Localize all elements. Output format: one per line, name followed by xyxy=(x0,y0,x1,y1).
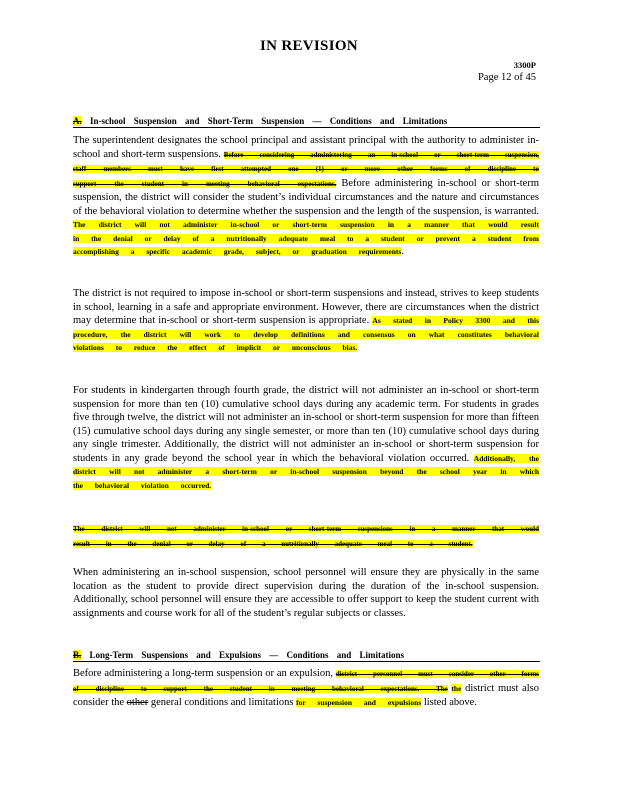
section-a-title: In-school Suspension and Short-Term Suspension — Conditions and Limitations xyxy=(90,116,448,126)
p1-inserted-end: . xyxy=(401,246,404,257)
p6-text-4: listed above. xyxy=(423,697,477,708)
paragraph-not-required xyxy=(73,287,539,355)
p6-deleted-text-2: other xyxy=(126,697,149,708)
policy-number: 3300P xyxy=(513,60,536,70)
p1-inserted-text: The district will not administer in-school or short-term suspension in a manner that would result in the denial or delay of a nutritionally adequate meal to a student or prevent a student from accomplishing a specific academic grade, subject, or graduation requirements xyxy=(73,220,539,256)
p4-deleted-text: The district will not administer in-school or short-term suspensions in a manner that would result in the denial or delay of a nutritionally adequate meal to a student. xyxy=(73,525,539,548)
p6-deleted-text-1: district personnel must consider other forms of discipline to support the student in meeting behavioral expectations. The xyxy=(73,670,540,693)
section-a-prefix: A. xyxy=(73,116,82,126)
page-number: Page 12 of 45 xyxy=(477,72,536,83)
p2-inserted-text: As stated in Policy 3300 and this procedure, the district will work to develop definitions and consensus on what constitutes behavioral violations to reduce the effect of implicit or unconscious bias. xyxy=(73,316,540,352)
p6-inserted-text-1: the xyxy=(451,683,462,693)
p1-text-1: The superintendent designates the school principal and assistant principal with the authority to administer in-school and short-term suspensions. xyxy=(73,135,539,160)
p3-text-1: For students in kindergarten through fourth grade, the district will not administer an in-school or short-term suspension for more than ten (10) cumulative school days during any academic term. For students in grades five through twelve, the district will not administer an in-school or short-term suspension for more than fifteen (15) cumulative school days during any single semester, or more than ten (10) cumulative school days during any single trimester. Additionally, the district will not administer an in-school or short-term suspension for students in any grade beyond the school year in which the behavioral violation occurred. xyxy=(73,385,539,464)
p6-text-2: district must also consider the xyxy=(73,682,540,708)
section-b-title: Long-Term Suspensions and Expulsions — Conditions and Limitations xyxy=(89,650,405,660)
p3-inserted-text: Additionally, the district will not administer a short-term or in-school suspension beyond the school year in which the behavioral violation occurred. xyxy=(73,453,539,490)
paragraph-in-school-supervision xyxy=(73,566,539,620)
p1-text-2: Before administering in-school or short-term suspension, the district will consider the student’s individual circumstances and the nature and circumstances of the behavioral violation to determine whether the suspension and the length of the suspension, is warranted. xyxy=(73,177,540,217)
paragraph-grade-limits xyxy=(73,384,539,492)
p6-inserted-text-2: for suspension and expulsions xyxy=(296,698,422,707)
paragraph-meal-deleted xyxy=(73,522,539,551)
paragraph-authority xyxy=(73,134,539,259)
paragraph-long-term xyxy=(73,667,539,710)
section-a-heading xyxy=(73,116,540,128)
p6-text-3: general conditions and limitations xyxy=(150,697,294,708)
p1-deleted-text: Before considering administering an in-school or short-term suspension, staff members must have first attempted one (1) or more other forms of discipline to support the student in meeting behavioral expectations. xyxy=(73,150,539,188)
p6-text-1: Before administering a long-term suspension or an expulsion, xyxy=(73,668,333,679)
section-b-heading xyxy=(73,650,540,662)
p5-text-1: When administering an in-school suspension, school personnel will ensure they are physically in the same location as the student to provide direct supervision during the duration of the in-school suspension. Additionally, school personnel will ensure they are accessible to offer support to keep the student current with assignments and course work for all of the student’s regular subjects or classes. xyxy=(73,567,539,619)
page-title: IN REVISION xyxy=(260,38,358,54)
section-b-prefix: B. xyxy=(73,650,82,660)
p2-text-1: The district is not required to impose in-school or short-term suspensions and instead, strives to keep students in school, learning in a safe and appropriate environment. However, there are circumstances when the district may determine that in-school or short-term suspension is appropriate. xyxy=(73,288,539,326)
